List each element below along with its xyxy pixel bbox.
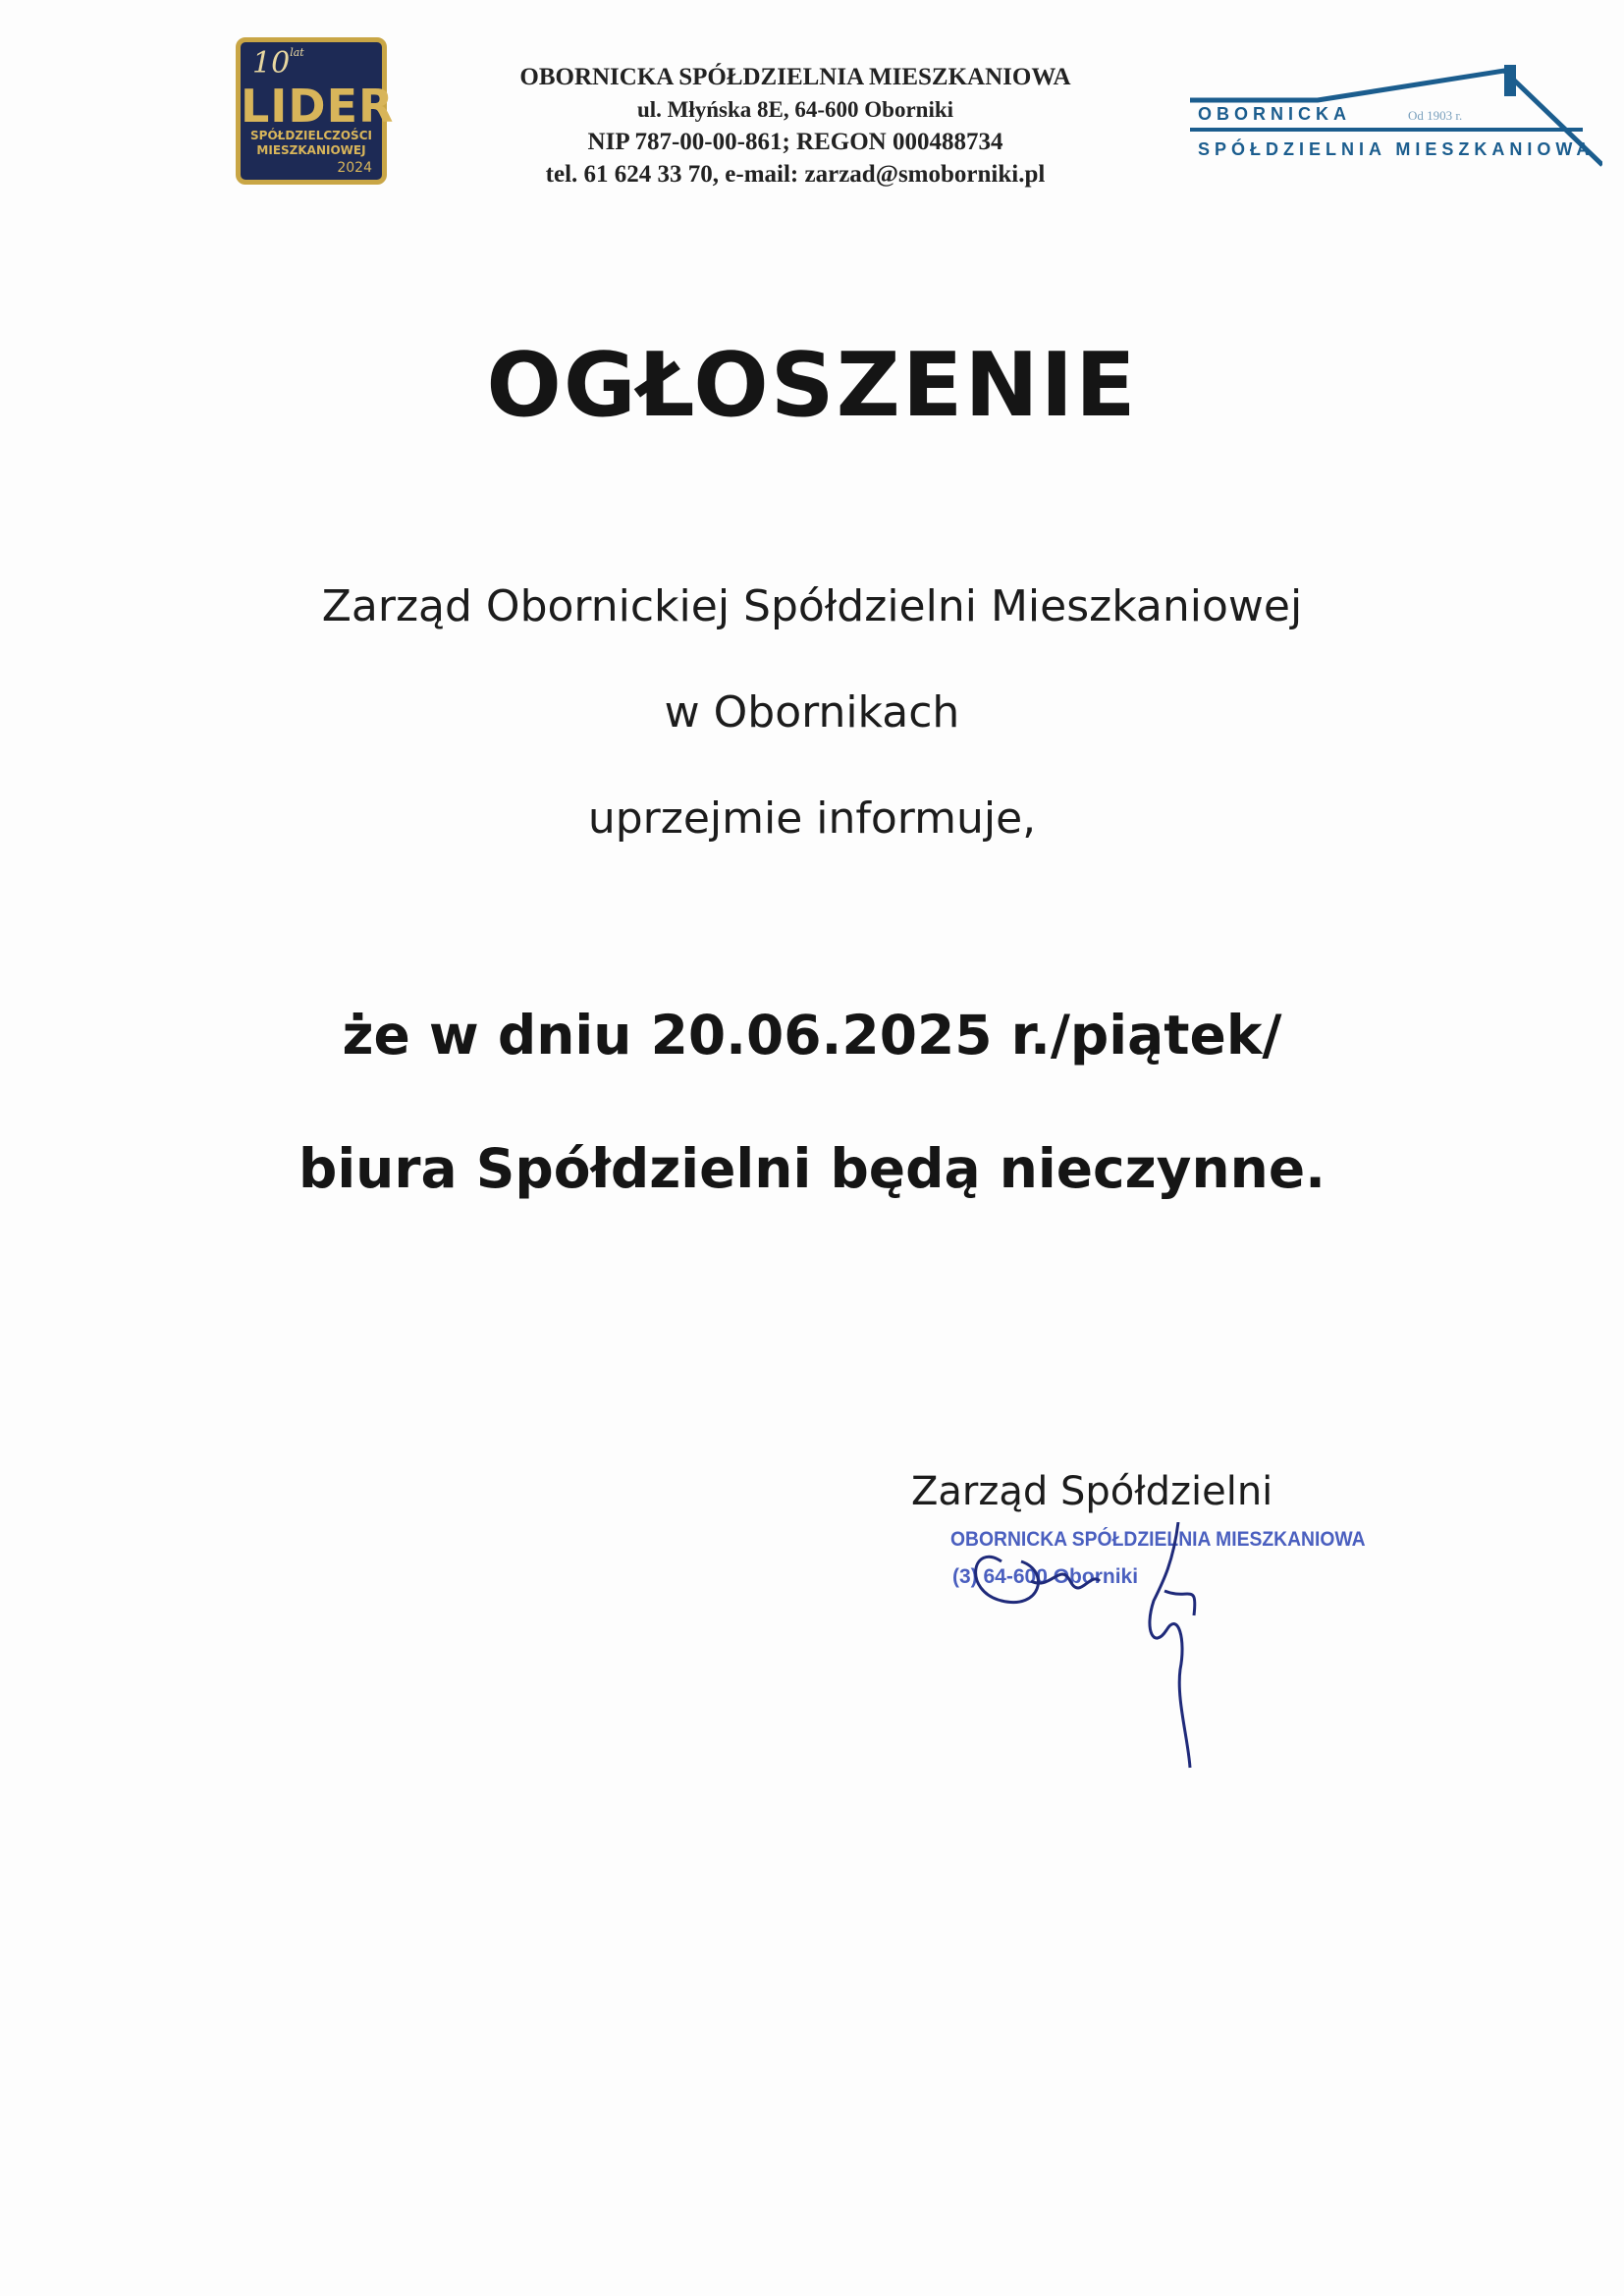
- handwritten-signature: [962, 1522, 1218, 1777]
- cooperative-logo: [1190, 59, 1602, 177]
- body-line-1: Zarząd Obornickiej Spółdzielni Mieszkaniowej: [321, 581, 1303, 631]
- badge-line2: MIESZKANIOWEJ: [256, 143, 366, 157]
- badge-title: LIDER: [241, 80, 395, 133]
- logo-established: Od 1903 r.: [1408, 108, 1463, 123]
- logo-word2: SPÓŁDZIELNIA MIESZKANIOWA: [1198, 139, 1595, 159]
- org-address: ul. Młyńska 8E, 64-600 Oborniki: [636, 97, 954, 122]
- badge-year: 2024: [337, 160, 372, 176]
- letterhead: [452, 61, 1139, 191]
- lider-badge-logo: [236, 37, 395, 185]
- badge-years: $10^{lat}$: [252, 46, 304, 81]
- stamp-line1: OBORNICKA SPÓŁDZIELNIA MIESZKANIOWA: [950, 1528, 1366, 1551]
- signature-title: Zarząd Spółdzielni: [911, 1469, 1273, 1514]
- body-line-4: że w dniu 20.06.2025 r./piątek/: [342, 1004, 1282, 1066]
- body-line-2: w Obornikach: [664, 687, 960, 738]
- logo-word1: OBORNICKA: [1198, 104, 1351, 124]
- badge-line1: SPÓŁDZIELCZOŚCI: [250, 129, 372, 142]
- org-name: OBORNICKA SPÓŁDZIELNIA MIESZKANIOWA: [519, 64, 1071, 90]
- org-ids: NIP 787-00-00-861; REGON 000488734: [587, 129, 1003, 155]
- body-line-5: biura Spółdzielni będą nieczynne.: [298, 1137, 1326, 1200]
- org-contact: tel. 61 624 33 70, e-mail: zarzad@smoborniki.pl: [545, 161, 1046, 188]
- stamp-line2: (3) 64-600 Oborniki: [952, 1565, 1139, 1588]
- body-line-3: uprzejmie informuje,: [587, 793, 1037, 844]
- document-title: OGŁOSZENIE: [486, 334, 1138, 437]
